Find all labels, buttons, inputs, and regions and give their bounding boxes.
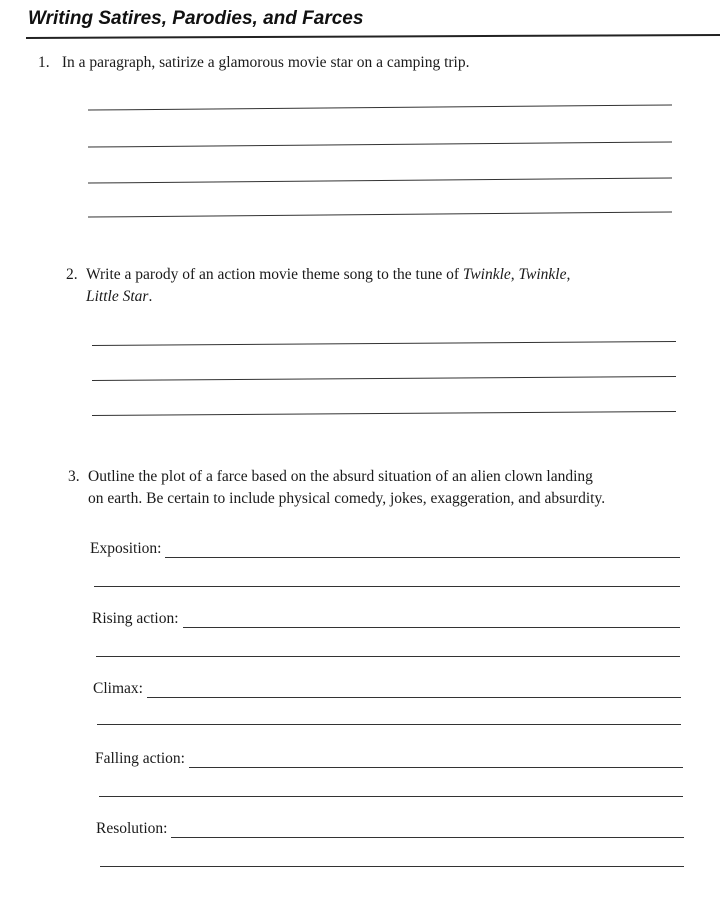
- question-1: 1. In a paragraph, satirize a glamorous movie star on a camping trip.: [38, 54, 470, 71]
- answer-line[interactable]: [88, 211, 672, 217]
- answer-line[interactable]: [94, 586, 680, 587]
- question-2: 2. Write a parody of an action movie theme song to the tune of Twinkle, Twinkle, Little Star.: [66, 266, 571, 305]
- falling-action-field[interactable]: Falling action:: [95, 750, 683, 768]
- rising-action-field[interactable]: Rising action:: [92, 610, 680, 628]
- answer-line[interactable]: [96, 656, 680, 657]
- resolution-field[interactable]: Resolution:: [96, 820, 684, 838]
- answer-line[interactable]: [88, 177, 672, 183]
- answer-line[interactable]: [88, 104, 672, 110]
- answer-line[interactable]: [88, 141, 672, 147]
- question-3: 3. Outline the plot of a farce based on the absurd situation of an alien clown landing on earth. Be certain to include physical comedy, jokes, exaggeration, and absurdity.: [68, 468, 606, 507]
- answer-line[interactable]: [100, 866, 684, 867]
- answer-line[interactable]: [99, 796, 683, 797]
- answer-line[interactable]: [92, 376, 676, 381]
- title-divider: [26, 34, 720, 39]
- answer-line[interactable]: [92, 341, 676, 346]
- page-title: Writing Satires, Parodies, and Farces: [28, 8, 364, 29]
- exposition-field[interactable]: Exposition:: [90, 540, 680, 558]
- answer-line[interactable]: [97, 724, 681, 725]
- climax-field[interactable]: Climax:: [93, 680, 681, 698]
- answer-line[interactable]: [92, 411, 676, 416]
